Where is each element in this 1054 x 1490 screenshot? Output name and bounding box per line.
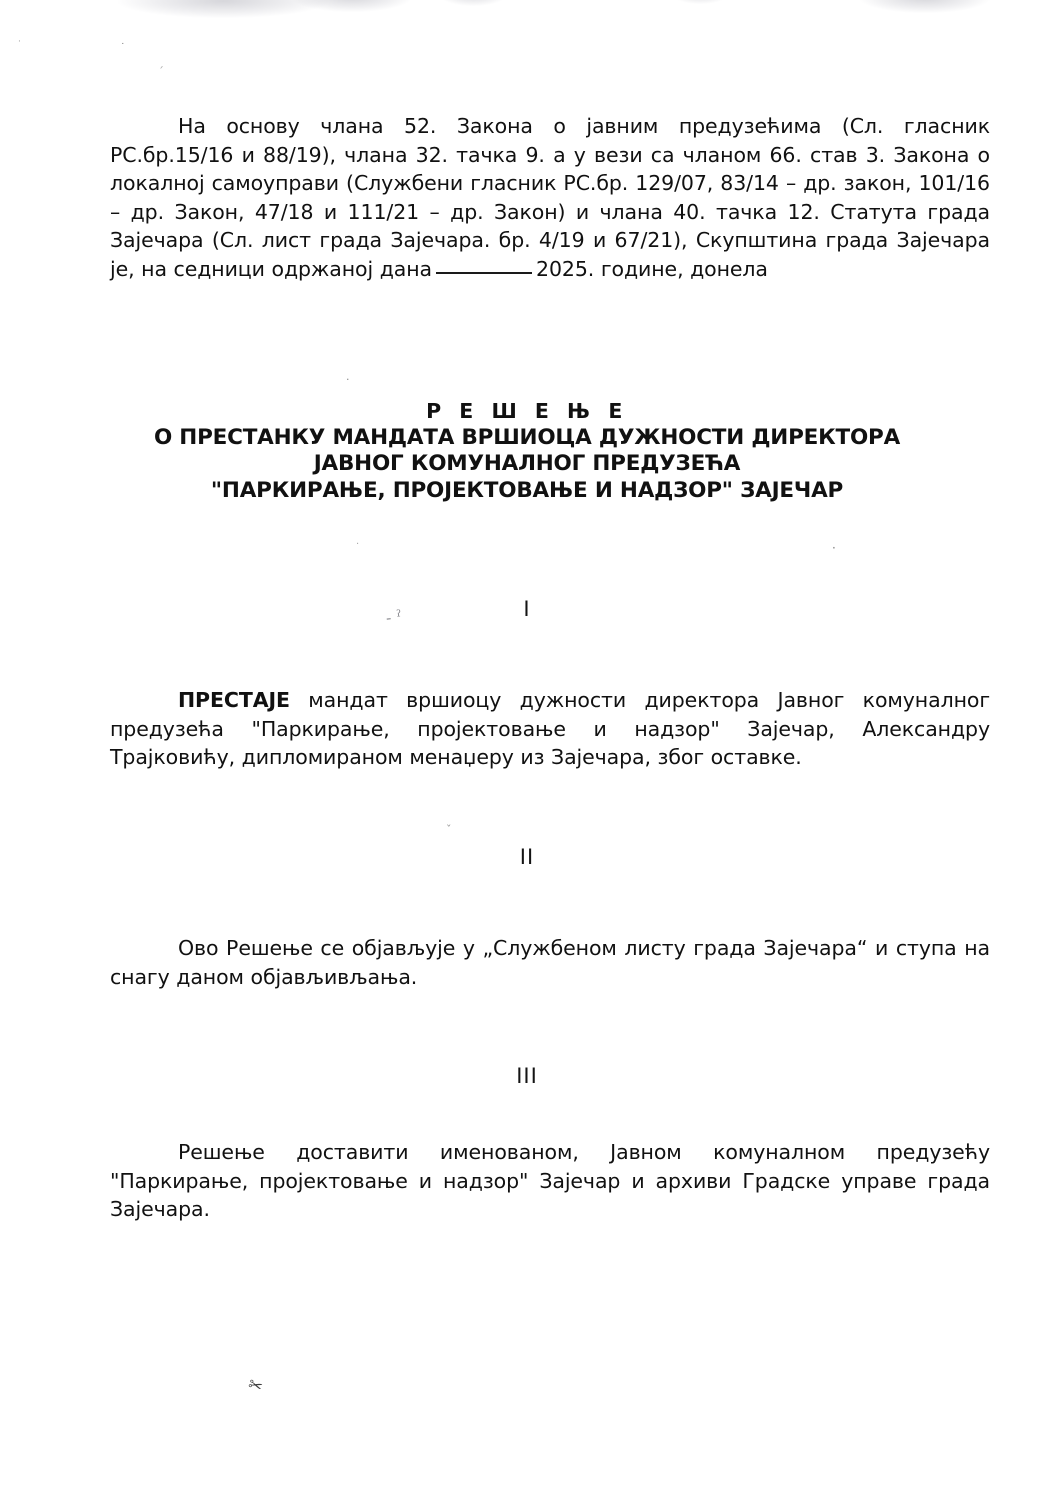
handwritten-pencil-mark: ˗ ˀ <box>384 607 403 629</box>
section-1-body: мандат вршиоцу дужности директора Јавног комуналног предузећа "Паркирање, пројектовање и надзор" Зајечар, Александру Трајковићу, дипломираном менаџеру из Зајечара, због оставке. <box>110 688 990 769</box>
section-3-body: Решење доставити именованом, Јавном комуналном предузећу "Паркирање, пројектовање и надзор" Зајечар и архиви Градске управе града Зајечара. <box>110 1140 990 1221</box>
date-blank-field[interactable] <box>436 272 532 274</box>
scan-smudge-artifact <box>118 0 328 18</box>
scan-smudge-artifact <box>292 0 412 12</box>
dust-speck-artifact: ˙ <box>120 41 126 54</box>
section-1-paragraph <box>110 686 990 772</box>
dust-speck-artifact: ˇ <box>446 823 452 836</box>
dust-speck-artifact: · <box>356 539 360 550</box>
dust-speck-artifact: · <box>18 37 21 47</box>
title-line-1: Р Е Ш Е Њ Е <box>426 399 628 423</box>
section-numeral-2: II <box>519 845 535 869</box>
dust-speck-artifact: ˊ <box>158 65 164 79</box>
ink-speck-artifact: ✂ <box>245 1374 266 1398</box>
preamble-text-after-year: године, донела <box>600 256 768 281</box>
dust-speck-artifact: · <box>832 541 836 555</box>
section-3-paragraph <box>110 1138 990 1224</box>
title-line-4: "ПАРКИРАЊЕ, ПРОЈЕКТОВАЊЕ И НАДЗОР" ЗАЈЕЧАР <box>210 477 844 503</box>
scan-smudge-artifact <box>670 0 730 4</box>
title-line-3: ЈАВНОГ КОМУНАЛНОГ ПРЕДУЗЕЋА <box>313 451 741 476</box>
title-line-2: О ПРЕСТАНКУ МАНДАТА ВРШИОЦА ДУЖНОСТИ ДИРЕКТОРА <box>153 424 901 450</box>
scan-smudge-artifact <box>860 0 990 13</box>
dust-speck-artifact: · <box>470 269 474 280</box>
section-2-body: Ово Решење се објављује у „Службеном листу града Зајечара“ и ступа на снагу даном објављивљања. <box>110 936 990 989</box>
page-title <box>0 398 1054 504</box>
scan-smudge-artifact <box>438 0 508 6</box>
preamble-paragraph <box>110 112 990 283</box>
dust-speck-artifact: · <box>346 373 350 386</box>
preamble-text: На основу члана 52. Закона о јавним предузећима (Сл. гласник РС.бр.15/16 и 88/19), члана 32. тачка 9. а у вези са чланом 66. став 3. Закона о локалној самоуправи (Службени гласник РС.бр. 129/07, 83/14 – др. закон, 101/16 – др. Закон, 47/18 и 111/21 – др. Закон) и члана 40. тачка 12. Статута града Зајечара (Сл. лист града Зајечара. бр. 4/19 и 67/21), Скупштина града Зајечара је, на седници одржаној дана <box>110 114 990 281</box>
section-numeral-3: III <box>516 1064 538 1088</box>
section-2-paragraph <box>110 934 990 991</box>
preamble-year: 2025. <box>536 256 595 281</box>
section-1-lead-in: ПРЕСТАЈЕ <box>178 688 290 712</box>
section-numeral-1: I <box>523 597 531 621</box>
